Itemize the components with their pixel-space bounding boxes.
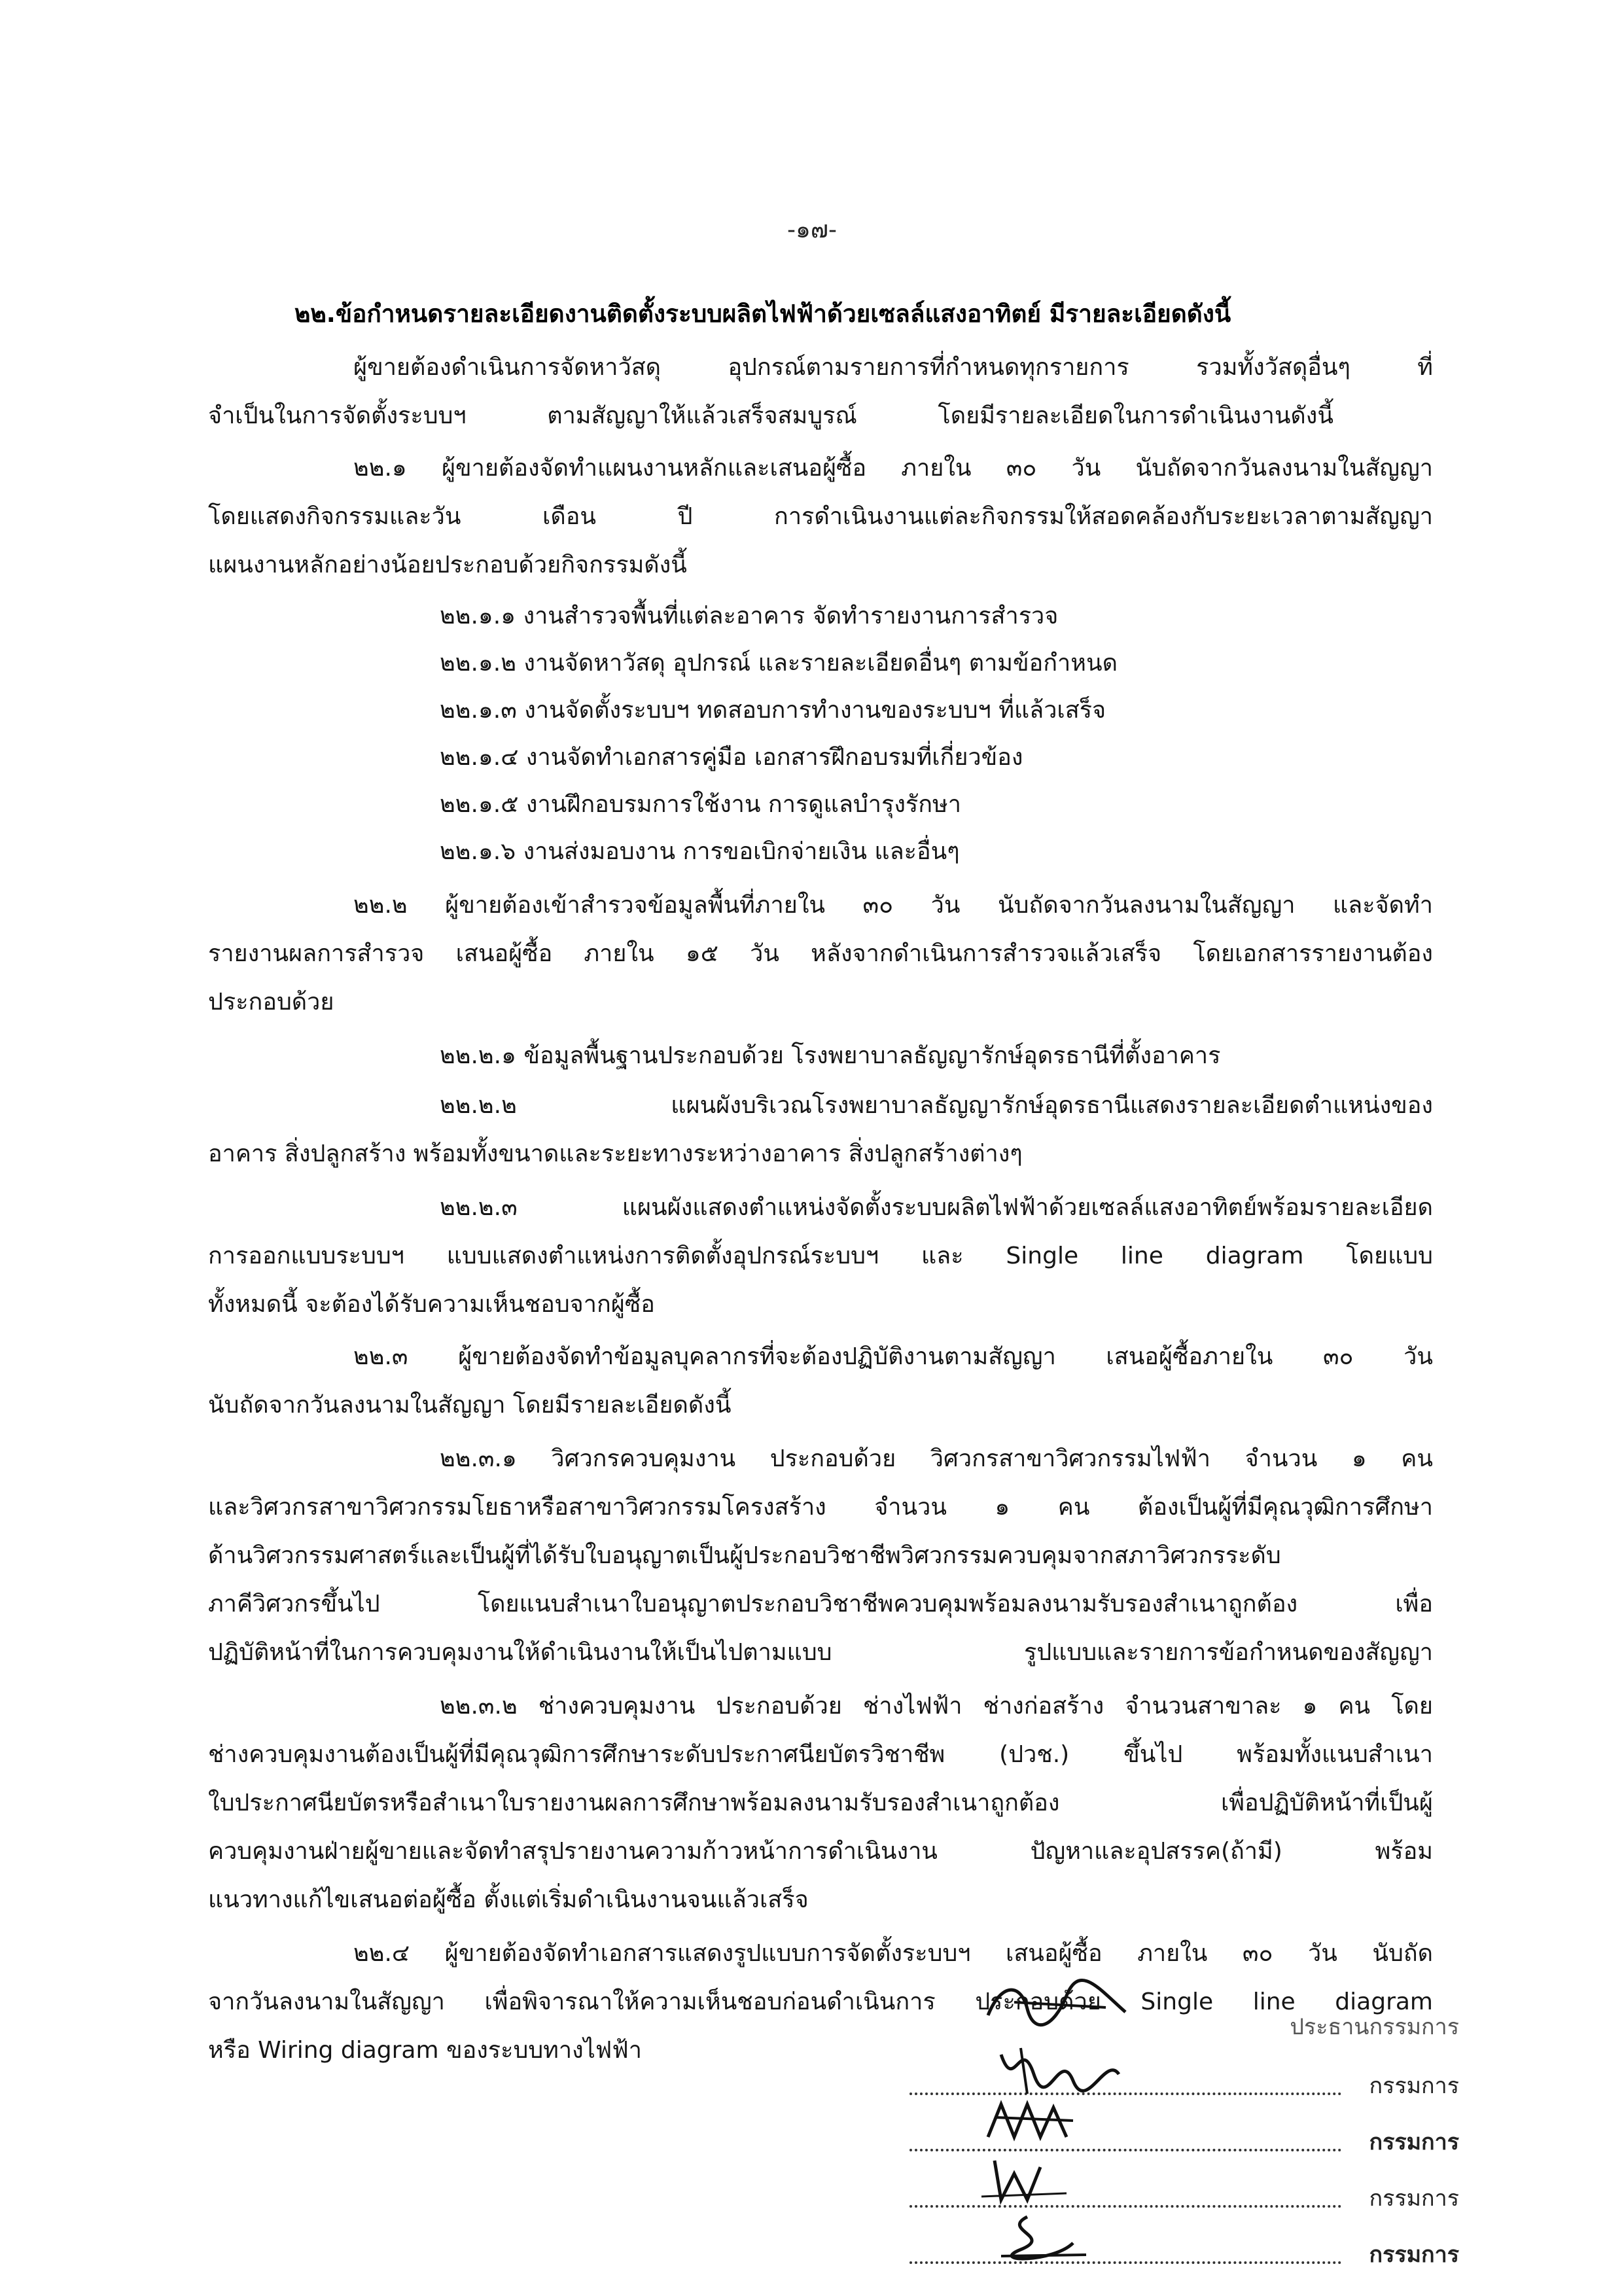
list-item: ๒๒.๒.๒ แผนผังบริเวณโรงพยาบาลธัญญารักษ์อุดรธานีแสดงรายละเอียดตำแหน่งของ: [440, 1092, 1433, 1119]
signature-line: [870, 2167, 1459, 2219]
body-line: ๒๒.๓ ผู้ขายต้องจัดทำข้อมูลบุคลากรที่จะต้องปฏิบัติงานตามสัญญา เสนอผู้ซื้อภายใน ๓๐ วัน: [353, 1343, 1433, 1370]
body-line: ประกอบด้วย: [208, 989, 334, 1016]
signature-line: [870, 1996, 1459, 2048]
body-line: จากวันลงนามในสัญญา เพื่อพิจารณาให้ความเห็นชอบก่อนดำเนินการ ประกอบด้วย Single line diagram: [208, 1988, 1433, 2015]
signature-role: กรรมการ: [1369, 2185, 1459, 2212]
signature-block: [870, 1983, 1459, 2284]
handwritten-signature: [975, 2091, 1145, 2157]
body-line: โดยแสดงกิจกรรมและวัน เดือน ปี การดำเนินงานแต่ละกิจกรรมให้สอดคล้องกับระยะเวลาตามสัญญา: [208, 503, 1433, 530]
body-line: ผู้ขายต้องดำเนินการจัดหาวัสดุ อุปกรณ์ตามรายการที่กำหนดทุกรายการ รวมทั้งวัสดุอื่นๆ ที่: [353, 354, 1433, 381]
signature-line: [870, 2055, 1459, 2107]
body-line: แนวทางแก้ไขเสนอต่อผู้ซื้อ ตั้งแต่เริ่มดำเนินงานจนแล้วเสร็จ: [208, 1886, 809, 1913]
handwritten-signature: [975, 2147, 1145, 2213]
body-line: และวิศวกรสาขาวิศวกรรมโยธาหรือสาขาวิศวกรรมโครงสร้าง จำนวน ๑ คน ต้องเป็นผู้ที่มีคุณวุฒิการศึกษา: [208, 1494, 1433, 1521]
handwritten-signature: [975, 2035, 1145, 2100]
signature-role: กรรมการ: [1369, 2242, 1459, 2268]
body-line: อาคาร สิ่งปลูกสร้าง พร้อมทั้งขนาดและระยะทางระหว่างอาคาร สิ่งปลูกสร้างต่างๆ: [208, 1140, 1023, 1167]
list-item: ๒๒.๑.๓ งานจัดตั้งระบบฯ ทดสอบการทำงานของระบบฯ ที่แล้วเสร็จ: [440, 697, 1106, 724]
body-line: ภาคีวิศวกรขึ้นไป โดยแนบสำเนาใบอนุญาตประกอบวิชาชีพควบคุมพร้อมลงนามรับรองสำเนาถูกต้อง เพื่อ: [208, 1591, 1433, 1617]
body-line: ด้านวิศวกรรมศาสตร์และเป็นผู้ที่ได้รับใบอนุญาตเป็นผู้ประกอบวิชาชีพวิศวกรรมควบคุมจากสภาวิศวกรระดับ: [208, 1542, 1281, 1569]
body-line: นับถัดจากวันลงนามในสัญญา โดยมีรายละเอียดดังนี้: [208, 1392, 732, 1419]
body-line: แผนงานหลักอย่างน้อยประกอบด้วยกิจกรรมดังนี้: [208, 552, 687, 578]
list-item: ๒๒.๑.๕ งานฝึกอบรมการใช้งาน การดูแลบำรุงรักษา: [440, 791, 961, 818]
body-line: รายงานผลการสำรวจ เสนอผู้ซื้อ ภายใน ๑๕ วัน หลังจากดำเนินการสำรวจแล้วเสร็จ โดยเอกสารรายงานต้อง: [208, 940, 1433, 967]
list-item: ๒๒.๓.๒ ช่างควบคุมงาน ประกอบด้วย ช่างไฟฟ้า ช่างก่อสร้าง จำนวนสาขาละ ๑ คน โดย: [440, 1693, 1433, 1720]
signature-line: [870, 2223, 1459, 2276]
list-item: ๒๒.๑.๒ งานจัดหาวัสดุ อุปกรณ์ และรายละเอียดอื่นๆ ตามข้อกำหนด: [440, 650, 1118, 677]
body-line: ๒๒.๔ ผู้ขายต้องจัดทำเอกสารแสดงรูปแบบการจัดตั้งระบบฯ เสนอผู้ซื้อ ภายใน ๓๐ วัน นับถัด: [353, 1940, 1433, 1967]
body-line: ควบคุมงานฝ่ายผู้ขายและจัดทำสรุปรายงานความก้าวหน้าการดำเนินงาน ปัญหาและอุปสรรค(ถ้ามี) พร้อม: [208, 1838, 1433, 1865]
body-line: หรือ Wiring diagram ของระบบทางไฟฟ้า: [208, 2037, 642, 2064]
body-line: การออกแบบระบบฯ แบบแสดงตำแหน่งการติดตั้งอุปกรณ์ระบบฯ และ Single line diagram โดยแบบ: [208, 1243, 1433, 1269]
body-line: ทั้งหมดนี้ จะต้องได้รับความเห็นชอบจากผู้ซื้อ: [208, 1291, 655, 1318]
body-line: จำเป็นในการจัดตั้งระบบฯ ตามสัญญาให้แล้วเสร็จสมบูรณ์ โดยมีรายละเอียดในการดำเนินงานดังนี้: [208, 402, 1333, 429]
section-heading: ๒๒.ข้อกำหนดรายละเอียดงานติดตั้งระบบผลิตไฟฟ้าด้วยเซลล์แสงอาทิตย์ มีรายละเอียดดังนี้: [294, 300, 1231, 328]
list-item: ๒๒.๑.๖ งานส่งมอบงาน การขอเบิกจ่ายเงิน และอื่นๆ: [440, 838, 960, 865]
body-line: ๒๒.๒ ผู้ขายต้องเข้าสำรวจข้อมูลพื้นที่ภายใน ๓๐ วัน นับถัดจากวันลงนามในสัญญา และจัดทำ: [353, 892, 1433, 919]
signature-role: กรรมการ: [1369, 2073, 1459, 2099]
body-line: ช่างควบคุมงานต้องเป็นผู้ที่มีคุณวุฒิการศึกษาระดับประกาศนียบัตรวิชาชีพ (ปวช.) ขึ้นไป พร้อมทั้งแนบสำเนา: [208, 1741, 1433, 1768]
list-item: ๒๒.๑.๑ งานสำรวจพื้นที่แต่ละอาคาร จัดทำรายงานการสำรวจ: [440, 603, 1059, 629]
body-line: ใบประกาศนียบัตรหรือสำเนาใบรายงานผลการศึกษาพร้อมลงนามรับรองสำเนาถูกต้อง เพื่อปฏิบัติหน้าที่เป็นผู้: [208, 1790, 1433, 1816]
body-line: ๒๒.๑ ผู้ขายต้องจัดทำแผนงานหลักและเสนอผู้ซื้อ ภายใน ๓๐ วัน นับถัดจากวันลงนามในสัญญา: [353, 455, 1433, 482]
handwritten-signature: [975, 1976, 1145, 2035]
signature-line: [870, 2111, 1459, 2163]
signature-role: ประธานกรรมการ: [1290, 2014, 1459, 2040]
handwritten-signature: [975, 2204, 1145, 2269]
page-number: -๑๗-: [787, 217, 837, 243]
list-item: ๒๒.๒.๑ ข้อมูลพื้นฐานประกอบด้วย โรงพยาบาลธัญญารักษ์อุดรธานีที่ตั้งอาคาร: [440, 1042, 1221, 1069]
list-item: ๒๒.๓.๑ วิศวกรควบคุมงาน ประกอบด้วย วิศวกรสาขาวิศวกรรมไฟฟ้า จำนวน ๑ คน: [440, 1445, 1433, 1472]
body-line: ปฏิบัติหน้าที่ในการควบคุมงานให้ดำเนินงานให้เป็นไปตามแบบ รูปแบบและรายการข้อกำหนดของสัญญา: [208, 1639, 1433, 1666]
list-item: ๒๒.๒.๓ แผนผังแสดงตำแหน่งจัดตั้งระบบผลิตไฟฟ้าด้วยเซลล์แสงอาทิตย์พร้อมรายละเอียด: [440, 1194, 1433, 1221]
list-item: ๒๒.๑.๔ งานจัดทำเอกสารคู่มือ เอกสารฝึกอบรมที่เกี่ยวข้อง: [440, 744, 1023, 771]
signature-role: กรรมการ: [1369, 2129, 1459, 2155]
